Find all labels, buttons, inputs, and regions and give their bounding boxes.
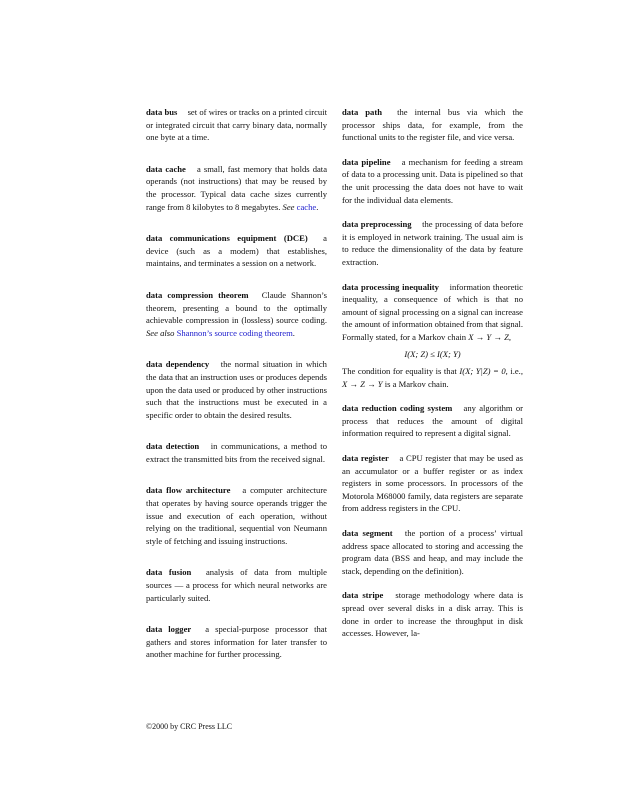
entry-definition: the internal bus via which the processor ships data, for example, from the functional units to the register file, and vice versa. [342, 107, 524, 143]
entry-definition: the processing of data before it is employed in network training. The usual aim is to reduce the dimensionality of the data by feature extraction. [342, 219, 524, 267]
entry-definition: Claude Shannon’s theorem, presenting a bound to the optimally achievable compression in (lossless) source coding. [146, 289, 327, 326]
see-also-label: See also [146, 327, 175, 338]
entry-data-pipeline [342, 156, 523, 206]
ie-text: , i.e., [505, 366, 523, 377]
entry-data-stripe [342, 589, 523, 639]
entry-tail: is a Markov chain. [384, 378, 449, 389]
entry-tail: . [292, 327, 295, 338]
entry-definition: in communications, a method to extract the transmitted bits from the received signal. [146, 441, 327, 464]
entry-term: data stripe [342, 590, 384, 601]
cache-link[interactable]: cache [296, 201, 317, 212]
markov-chain-expression: X → Y → Z, [468, 331, 512, 342]
entry-data-communications-equipment [146, 232, 327, 270]
copyright-footer: ©2000 by CRC Press LLC [146, 722, 233, 731]
entry-term: data fusion [146, 567, 192, 578]
entry-definition: a CPU register that may be used as an accumulator or a buffer register or as index registers in some processors. In processors of the Motorola M68000 family, data registers are separate from address registers in the CPU. [342, 453, 523, 514]
entry-data-logger [146, 623, 327, 661]
entry-data-preprocessing [342, 218, 523, 268]
entry-definition: storage methodology where data is spread over several disks in a disk array. This is done in order to increase the throughput in disk accesses. However, la- [342, 590, 523, 639]
entry-definition: any algorithm or process that reduces the amount of digital information required to represent a digital signal. [342, 403, 524, 439]
entry-term: data preprocessing [342, 219, 412, 230]
entry-definition: a computer architecture that operates by having source operands trigger the issue and execution of each operation, without relying on the traditional, sequential von Neumann style of fetching and issuing instructions. [146, 485, 328, 546]
entry-data-dependency [146, 358, 327, 421]
entry-data-compression-theorem [146, 289, 327, 339]
entry-data-flow-architecture [146, 484, 327, 547]
markov-chain-expression-2: X → Z → Y [342, 378, 383, 389]
see-label: See [282, 201, 295, 212]
entry-data-register [342, 452, 523, 515]
entry-term: data reduction coding system [342, 403, 453, 414]
entry-term: data bus [146, 107, 178, 117]
entry-definition: a special-purpose processor that gathers and stores information for later transfer to another machine for further processing. [146, 624, 327, 660]
entry-tail: . [316, 201, 319, 212]
inequality-formula: I(X; Z) ≤ I(X; Y) [404, 348, 461, 359]
right-column [342, 106, 523, 640]
entry-definition: a mechanism for feeding a stream of data to a processing unit. Data is pipelined so that the unit processing the data does not have to wait for the individual data elements. [342, 156, 523, 205]
entry-term: data compression theorem [146, 289, 249, 300]
entry-term: data cache [146, 163, 186, 174]
entry-data-path [342, 106, 523, 144]
entry-term: data logger [146, 624, 192, 635]
entry-term: data detection [146, 441, 200, 452]
entry-definition: analysis of data from multiple sources — a process for which neural networks are particularly suited. [146, 567, 327, 603]
entry-definition: the portion of a process’ virtual address space allocated to storing and accessing the program data (BSS and heap, and may include the stack, depending on the definition). [342, 528, 523, 576]
entry-data-fusion [146, 566, 327, 604]
entry-definition: a device (such as a modem) that establishes, maintains, and terminates a session on a network. [146, 233, 327, 269]
entry-term: data communications equipment (DCE) [146, 233, 308, 244]
entry-term: data path [342, 107, 383, 117]
entry-term: data register [342, 453, 389, 464]
left-column [146, 106, 327, 661]
entry-definition: information theoretic inequality, a consequence of which is that no amount of signal processing on a signal can increase the amount of information obtained from that signal. Formally stated, for a Markov chain [342, 281, 523, 342]
entry-definition: a small, fast memory that holds data operands (not instructions) that may be reused by the processor. Typical data cache sizes currently range from 8 kilobytes to 8 megabytes. [146, 163, 328, 212]
entry-data-detection [146, 440, 327, 465]
entry-data-bus [146, 106, 327, 144]
entry-term: data dependency [146, 359, 210, 370]
entry-data-processing-inequality [342, 281, 523, 391]
entry-data-segment [342, 527, 523, 577]
entry-data-reduction-coding-system [342, 402, 523, 440]
entry-definition: the normal situation in which the data that an instruction uses or produces depends upon the data used or produced by other instructions such that the instructions must be executed in a specific order to obtain the desired results. [146, 359, 327, 420]
entry-data-cache [146, 163, 327, 213]
entry-term: data processing inequality [342, 281, 439, 292]
condition-expression: I(X; Y|Z) = 0 [459, 366, 506, 377]
entry-term: data pipeline [342, 156, 391, 167]
condition-text: The condition for equality is that [342, 366, 457, 377]
entry-term: data segment [342, 528, 393, 539]
entry-definition: set of wires or tracks on a printed circuit or integrated circuit that carry binary data, normally one byte at a time. [146, 107, 327, 143]
shannon-source-coding-link[interactable]: Shannon’s source coding theorem [176, 327, 293, 338]
entry-term: data flow architecture [146, 485, 231, 496]
